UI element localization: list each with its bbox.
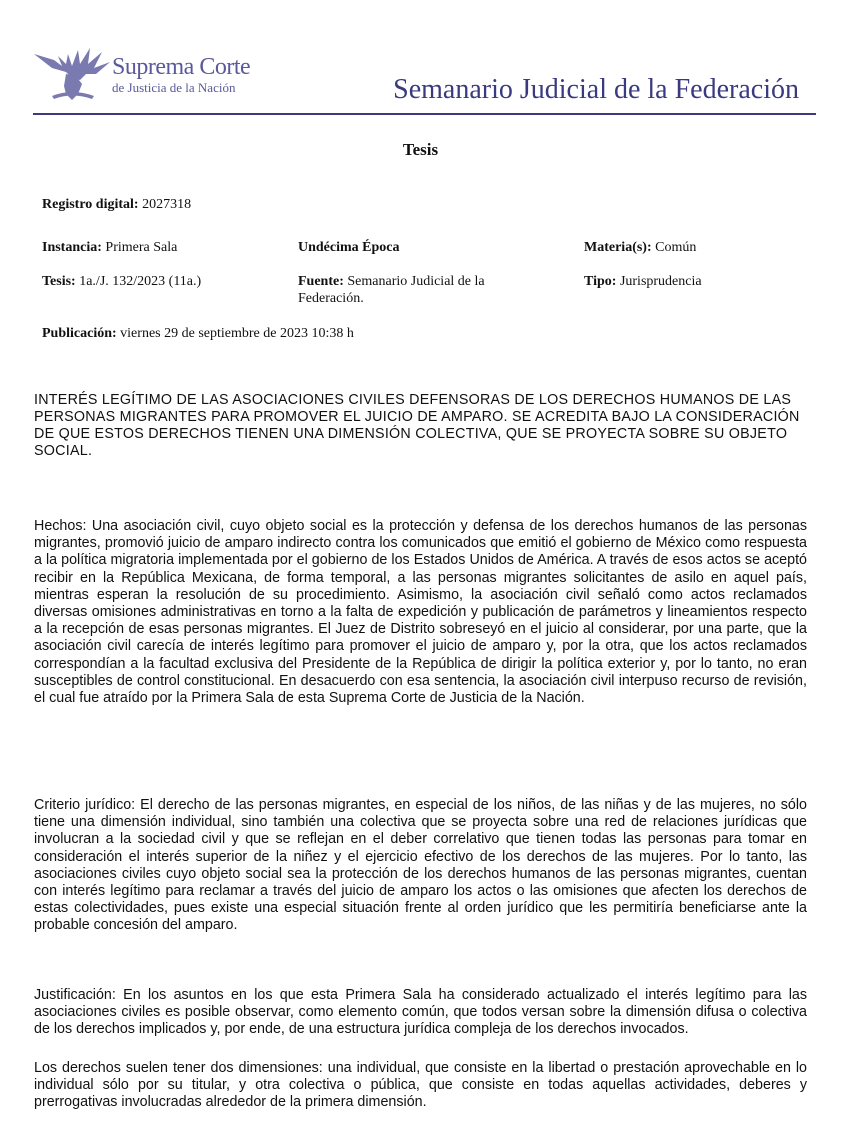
fuente [298,273,548,307]
paragraph-justificacion-dimensiones: Los derechos suelen tener dos dimensiones: una individual, que consiste en la libertad o prestación aprovechable en lo individual sólo por su titular, y otra colectiva o pública, que consiste en todas aquellas actividades, deberes y prerrogativas involucradas alrededor de la primera dimensión. [34,1060,807,1111]
registro-digital [42,196,191,213]
publicacion-label: Publicación: [42,326,117,341]
fuente-value: Semanario Judicial de la Federación. [298,274,485,306]
registro-value: 2027318 [142,197,192,212]
tesis-label: Tesis: [42,274,76,289]
materia [584,239,696,256]
epoca-value: Undécima Época [298,240,400,255]
publicacion [42,325,354,342]
document-type-heading: Tesis [402,140,439,159]
registro-label: Registro digital: [42,197,139,212]
paragraph-criterio: Criterio jurídico: El derecho de las personas migrantes, en especial de los niños, de las niñas y de las mujeres, no sólo tiene una dimensión individual, sino también una colectiva que se proyecta sobre una red de relaciones jurídicas que involucran a la sociedad civil y que se reflejan en el deber correlativo que tienen todas las personas para tomar en consideración el interés superior de la niñez y el ejercicio efectivo de los derechos de las mujeres. Por lo tanto, las asociaciones civiles cuyo objeto social sea la protección de los derechos humanos de las personas migrantes, cuentan con interés legítimo para reclamar a través del juicio de amparo los actos o las omisiones que afecten los derechos de estas colectividades, pues existe una especial situación frente al orden jurídico que les permitiría beneficiarse ante la probable concesión del amparo. [34,797,807,934]
tesis-value: 1a./J. 132/2023 (11a.) [79,274,202,289]
logo-text-justice: de Justicia de la Nación [112,80,236,95]
instancia-label: Instancia: [42,240,102,255]
materia-label: Materia(s): [584,240,652,255]
tipo [584,273,702,290]
tesis-rubro: INTERÉS LEGÍTIMO DE LAS ASOCIACIONES CIVILES DEFENSORAS DE LOS DERECHOS HUMANOS DE LAS PERSONAS MIGRANTES PARA PROMOVER EL JUICIO DE AMPARO. SE ACREDITA BAJO LA CONSIDERACIÓN DE QUE ESTOS DERECHOS TIENEN UNA DIMENSIÓN COLECTIVA, QUE SE PROYECTA SOBRE SU OBJETO SOCIAL. [34,392,800,459]
publicacion-value: viernes 29 de septiembre de 2023 10:38 h [120,326,354,341]
logo-text-court: Suprema Corte [112,54,251,80]
materia-value: Común [655,240,697,255]
paragraph-justificacion: Justificación: En los asuntos en los que esta Primera Sala ha considerado actualizado el interés legítimo para las asociaciones civiles es posible observar, como elemento común, que todos versan sobre la dimensión difusa o colectiva de los derechos implicados y, por ende, de una estructura jurídica compleja de los derechos invocados. [34,987,807,1038]
epoca [298,239,400,256]
instancia-value: Primera Sala [105,240,178,255]
tipo-label: Tipo: [584,274,617,289]
eagle-emblem-icon [32,44,112,102]
court-logo [32,44,262,104]
fuente-label: Fuente: [298,274,344,289]
tesis-number [42,273,201,290]
instancia [42,239,177,256]
tipo-value: Jurisprudencia [619,274,702,289]
publication-title: Semanario Judicial de la Federación [393,74,799,105]
header-divider [33,113,816,115]
paragraph-hechos: Hechos: Una asociación civil, cuyo objeto social es la protección y defensa de los derechos humanos de las personas migrantes, promovió juicio de amparo indirecto contra los comunicados que emitió el gobierno de México como respuesta a la política migratoria implementada por el gobierno de los Estados Unidos de América. A través de esos actos se aceptó recibir en la República Mexicana, de forma temporal, a las personas migrantes solicitantes de asilo en aquel país, mientras esperan la resolución de su procedimiento. Asimismo, la asociación civil señaló como actos reclamados diversas omisiones administrativas en torno a la falta de expedición y publicación de parámetros y lineamientos respecto a la recepción de esas personas migrantes. El Juez de Distrito sobreseyó en el juicio al considerar, por una parte, que la asociación civil carecía de interés legítimo para promover el juicio de amparo y, por la otra, que los actos reclamados correspondían a la facultad exclusiva del Presidente de la República de dirigir la política exterior y, por lo tanto, no eran susceptibles de control constitucional. En desacuerdo con esa sentencia, la asociación civil interpuso recurso de revisión, el cual fue atraído por la Primera Sala de esta Suprema Corte de Justicia de la Nación. [34,518,807,707]
